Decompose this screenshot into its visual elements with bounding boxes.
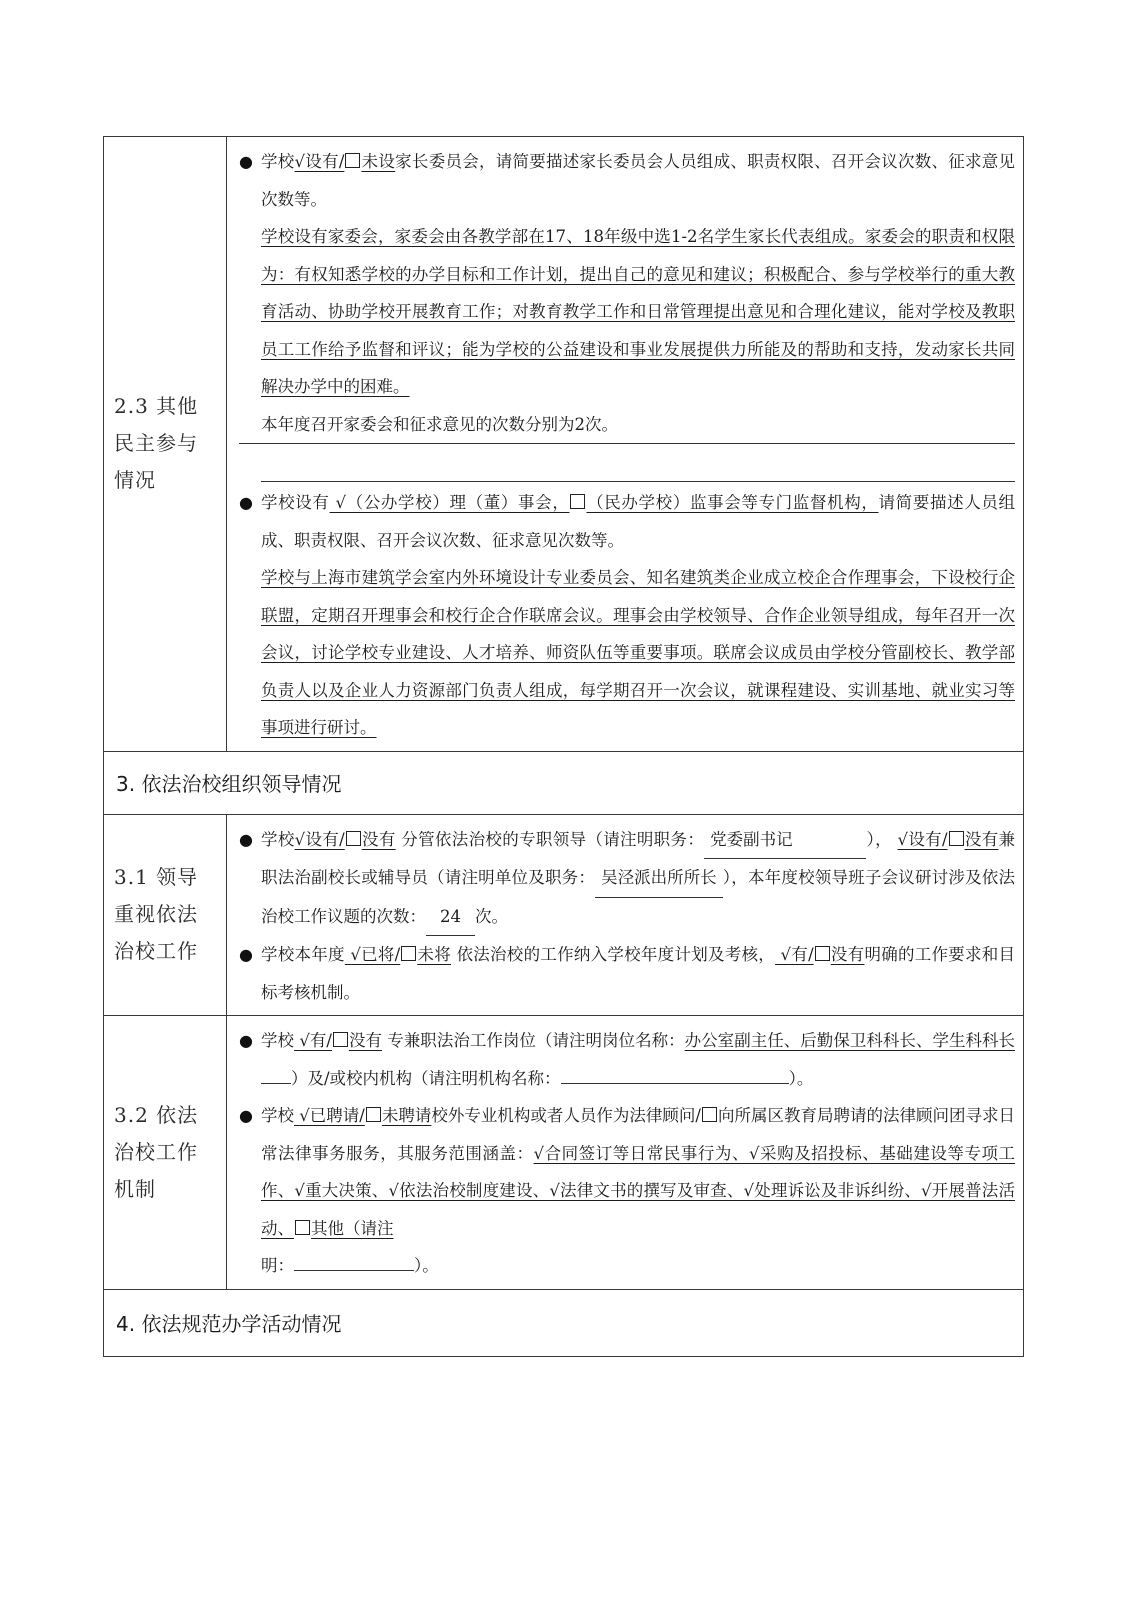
option-yes: √已聘请/ [299, 1106, 365, 1125]
blank-line [261, 444, 1015, 482]
text: 学校 [261, 1031, 295, 1050]
prompt-text: 分管依法治校的专职领导（请注明职务： [395, 829, 705, 849]
option-vice-principal [897, 830, 998, 849]
checkbox-icon [295, 1220, 310, 1235]
checkbox-icon [345, 153, 360, 168]
text: 学校本年度 [261, 945, 345, 964]
prompt-text: 兼职法治副校长或辅导员（请注明单位及职务： [261, 829, 1016, 887]
option-board [330, 493, 879, 512]
checkbox-icon [702, 1107, 717, 1122]
option-yes: √已将/ [350, 945, 401, 964]
text: 学校 [261, 829, 295, 849]
scope-items: √合同签订等日常民事行为、√采购及招投标、基础建设等专项工作、√重大决策、√依法治校制度建设、√法律文书的撰写及审查、√处理诉讼及非诉纠纷、√开展普法活动、 [261, 1143, 1016, 1238]
option-public-board: √（公办学校）理（董）事会， [335, 493, 570, 512]
row-label-3-2 [104, 1016, 227, 1290]
option-yes: √有/ [299, 1031, 332, 1050]
checkbox-icon [401, 946, 416, 961]
checkbox-icon [949, 831, 964, 846]
text: 明： [261, 1256, 294, 1275]
report-form-table [103, 136, 1024, 1357]
row-content-3-1 [227, 814, 1024, 1016]
leader-duty: 党委副书记 [710, 829, 793, 849]
option-no: 没有 [830, 945, 865, 964]
row-label-2-3 [104, 137, 227, 752]
row-label-text: 3.2 依法治校工作机制 [114, 1102, 199, 1201]
option-plan [345, 945, 451, 964]
row-content-2-3 [227, 137, 1024, 752]
option-yes: √设有/ [897, 829, 948, 849]
answer-count: 本年度召开家委会和征求意见的次数分别为2次。 [261, 414, 618, 434]
times-field [426, 898, 475, 937]
text: 学校 [261, 1106, 295, 1125]
text: 明确的工作要求和目标考核机制。 [261, 945, 1016, 1002]
option-set-up [295, 152, 396, 171]
prompt-text: 向所属区教育局聘请的法律顾问团寻求日常法律事务服务，其服务范围涵盖： [261, 1106, 1016, 1163]
text: ）， [866, 829, 892, 849]
row-section-4 [104, 1289, 1024, 1356]
option-no: 没有 [348, 1031, 382, 1050]
option-no: 没有 [361, 829, 396, 849]
option-yes: √有/ [780, 945, 814, 964]
bullet-icon: ● [239, 945, 253, 964]
prompt-text: 校外专业机构或者人员作为法律顾问/ [431, 1106, 701, 1125]
section-title-4: 4. 依法规范办学活动情况 [104, 1289, 1024, 1356]
option-mechanism [775, 945, 864, 964]
checkbox-icon [366, 1107, 381, 1122]
bullet-item-counsel [239, 1097, 1015, 1285]
blank-field [261, 1065, 291, 1083]
checkbox-icon [815, 946, 830, 961]
option-no: 没有 [964, 829, 999, 849]
institution-field [561, 1065, 789, 1083]
option-yes: √设有/ [294, 152, 345, 171]
unit-value: 吴泾派出所所长 [601, 868, 717, 887]
option-post [294, 1031, 382, 1050]
checkbox-icon [333, 1032, 348, 1047]
row-label-3-1 [104, 814, 227, 1016]
prompt-text: 专兼职法治工作岗位（请注明岗位名称： [382, 1031, 685, 1050]
prompt-text: 家长委员会，请简要描述家长委员会人员组成、职责权限、召开会议次数、征求意见次数等。 [261, 152, 1016, 209]
row-section-3 [104, 751, 1024, 814]
row-2-3 [104, 137, 1024, 752]
prompt-text: ）及/或校内机构（请注明机构名称： [291, 1068, 561, 1088]
bullet-icon: ● [239, 829, 253, 849]
option-no: 未聘请 [381, 1106, 432, 1125]
leader-duty-field [704, 821, 866, 860]
option-no: 未设 [361, 152, 396, 171]
text: 学校设有 [261, 493, 330, 512]
other-field [294, 1253, 414, 1271]
prompt-text: 依法治校的工作纳入学校年度计划及考核， [451, 945, 776, 964]
row-label-text: 2.3 其他民主参与情况 [114, 394, 199, 493]
bullet-icon: ● [239, 1106, 253, 1125]
bullet-item-board [239, 484, 1015, 559]
bullet-item-post [239, 1022, 1015, 1097]
bullet-icon: ● [239, 152, 253, 171]
prompt-text: ），本年度校领导班子会议研讨涉及依法治校工作议题的次数： [261, 868, 1016, 926]
scope-other: 其他（请注 [311, 1218, 394, 1238]
prompt-text: 请简要描述人员组成、职责权限、召开会议次数、征求意见次数等。 [261, 493, 1016, 550]
bullet-icon: ● [239, 1031, 253, 1050]
row-3-2 [104, 1016, 1024, 1290]
text: ）。 [414, 1256, 439, 1275]
bullet-item-parent-committee [239, 143, 1015, 218]
checkbox-icon [346, 831, 361, 846]
row-3-1 [104, 814, 1024, 1016]
option-leader [295, 830, 396, 849]
text: 次。 [475, 906, 508, 926]
bullet-item-leadership [239, 821, 1015, 937]
post-names: 办公室副主任、后勤保卫科科长、学生科科长 [684, 1031, 1016, 1050]
checkbox-icon [570, 494, 585, 509]
row-content-3-2 [227, 1016, 1024, 1290]
bullet-icon: ● [239, 493, 253, 512]
option-yes: √设有/ [294, 829, 345, 849]
unit-field [595, 859, 723, 898]
option-private-board: （民办学校）监事会等专门监督机构， [586, 493, 879, 512]
answer-parent-committee: 学校设有家委会，家委会由各教学部在17、18年级中选1-2名学生家长代表组成。家委会的职责和权限为：有权知悉学校的办学目标和工作计划，提出自己的意见和建议；积极配合、参与学校举行的重大教育活动、协助学校开展教育工作；对教育教学工作和日常管理提出意见和合理化建议，能对学校及教职员工工作给予监督和评议；能为学校的公益建设和事业发展提供力所能及的帮助和支持，发动家长共同解决办学中的困难。 [261, 227, 1015, 396]
option-no: 未将 [417, 945, 452, 964]
answer-board: 学校与上海市建筑学会室内外环境设计专业委员会、知名建筑类企业成立校企合作理事会，下设校行企联盟，定期召开理事会和校行企合作联席会议。理事会由学校领导、合作企业领导组成，每年召开一次会议，讨论学校专业建设、人才培养、师资队伍等重要事项。联席会议成员由学校分管副校长、教学部负责人以及企业人力资源部门负责人组成，每学期召开一次会议，就课程建设、实训基地、就业实习等事项进行研讨。 [261, 568, 1015, 737]
section-title-3: 3. 依法治校组织领导情况 [104, 751, 1024, 814]
bullet-item-plan [239, 936, 1015, 1011]
row-label-text: 3.1 领导重视依法治校工作 [114, 865, 199, 964]
times-value: 24 [440, 906, 461, 926]
answer-count-line [239, 406, 1015, 445]
option-counsel [294, 1106, 431, 1125]
text: ）。 [788, 1068, 814, 1088]
text: 学校 [261, 152, 295, 171]
